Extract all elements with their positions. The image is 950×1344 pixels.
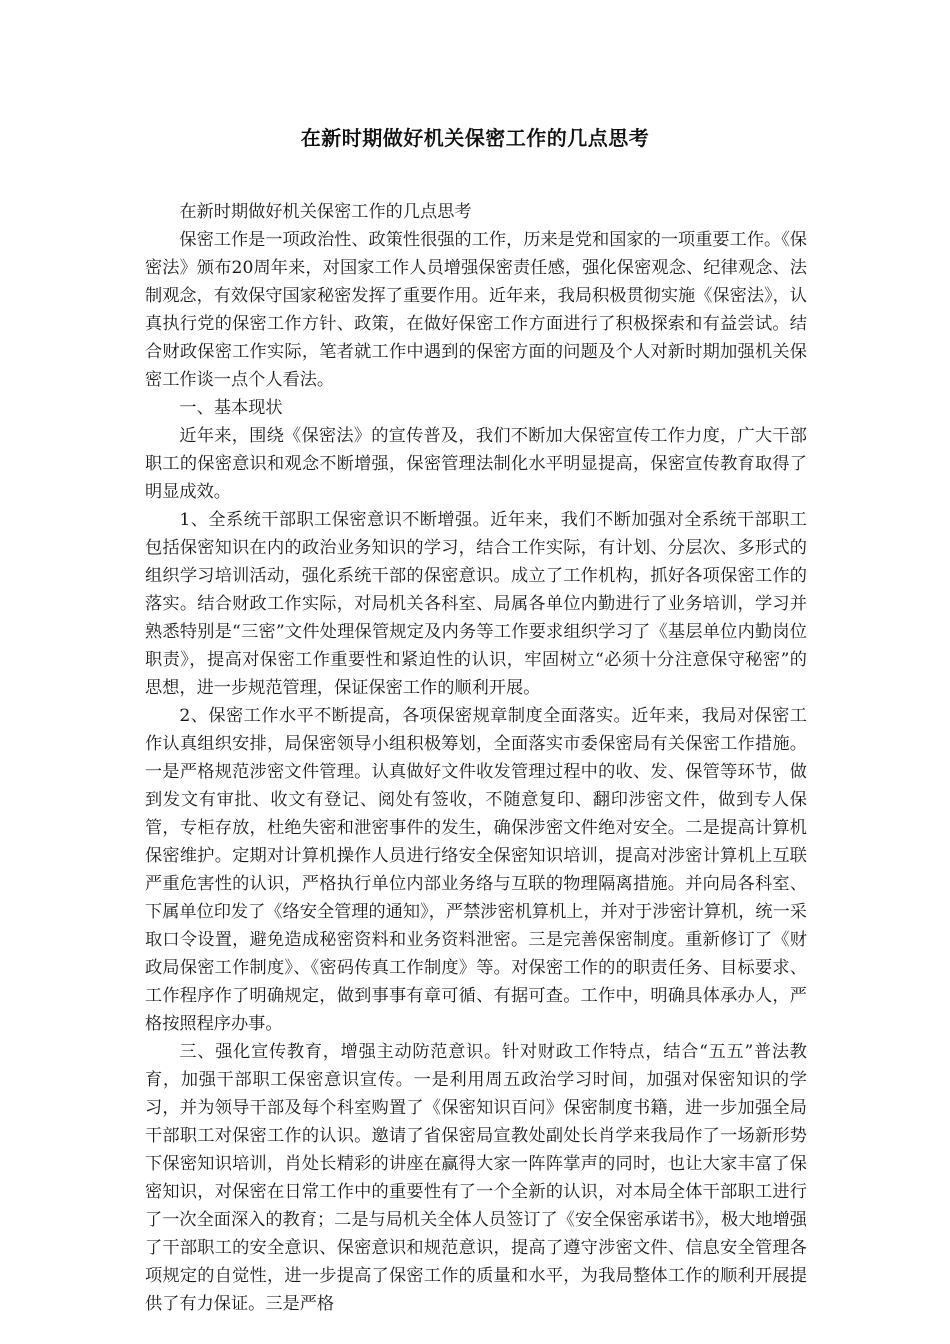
body-paragraph-intro: 保密工作是一项政治性、政策性很强的工作，历来是党和国家的一项重要工作。《保密法》颁布20周年来，对国家工作人员增强保密责任感，强化保密观念、纪律观念、法制观念，有效保守国家秘密发挥了重要作用。近年来，我局积极贯彻实施《保密法》，认真执行党的保密工作方针、政策，在做好保密工作方面进行了积极探索和有益尝试。结合财政保密工作实际，笔者就工作中遇到的保密方面的问题及个人对新时期加强机关保密工作谈一点个人看法。 (145, 230, 807, 390)
body-paragraph-point-2: 2、保密工作水平不断提高，各项保密规章制度全面落实。近年来，我局对保密工作认真组织安排，局保密领导小组积极筹划，全面落实市委保密局有关保密工作措施。一是严格规范涉密文件管理。认真做好文件收发管理过程中的收、发、保管等环节，做到发文有审批、收文有登记、阅处有签收，不随意复印、翻印涉密文件，做到专人保管，专柜存放，杜绝失密和泄密事件的发生，确保涉密文件绝对安全。二是提高计算机保密维护。定期对计算机操作人员进行络安全保密知识培训，提高对涉密计算机上互联严重危害性的认识，严格执行单位内部业务络与互联的物理隔离措施。并向局各科室、下属单位印发了《络安全管理的通知》，严禁涉密机算机上，并对于涉密计算机，统一采取口令设置，避免造成秘密资料和业务资料泄密。三是完善保密制度。重新修订了《财政局保密工作制度》、《密码传真工作制度》等。对保密工作的的职责任务、目标要求、工作程序作了明确规定，做到事事有章可循、有据可查。工作中，明确具体承办人，严格按照程序办事。 (145, 706, 807, 1034)
body-paragraph-heading-repeat: 在新时期做好机关保密工作的几点思考 (179, 202, 472, 222)
body-paragraph-point-3: 三、强化宣传教育，增强主动防范意识。针对财政工作特点，结合“五五”普法教育，加强干部职工保密意识宣传。一是利用周五政治学习时间，加强对保密知识的学习，并为领导干部及每个科室购置了《保密知识百问》保密制度书籍，进一步加强全局干部职工对保密工作的认识。邀请了省保密局宣教处副处长肖学来我局作了一场新形势下保密知识培训，肖处长精彩的讲座在赢得大家一阵阵掌声的同时，也让大家丰富了保密知识，对保密在日常工作中的重要性有了一个全新的认识，对本局全体干部职工进行了一次全面深入的教育；二是与局机关全体人员签订了《安全保密承诺书》，极大地增强了干部职工的安全意识、保密意识和规范意识，提高了遵守涉密文件、信息安全管理各项规定的自觉性，进一步提高了保密工作的质量和水平，为我局整体工作的顺利开展提供了有力保证。三是严格 (145, 1042, 807, 1314)
body-paragraph-point-1: 1、全系统干部职工保密意识不断增强。近年来，我们不断加强对全系统干部职工包括保密知识在内的政治业务知识的学习，结合工作实际，有计划、分层次、多形式的组织学习培训活动，强化系统干部的保密意识。成立了工作机构，抓好各项保密工作的落实。结合财政工作实际，对局机关各科室、局属各单位内勤进行了业务培训，学习并熟悉特别是“三密”文件处理保管规定及内务等工作要求组织学习了《基层单位内勤岗位职责》，提高对保密工作重要性和紧迫性的认识，牢固树立“必须十分注意保守秘密”的思想，进一步规范管理，保证保密工作的顺利开展。 (145, 510, 807, 698)
document-title: 在新时期做好机关保密工作的几点思考 (300, 126, 650, 150)
section-heading-basic-status: 一、基本现状 (179, 398, 283, 418)
document-body (145, 198, 807, 1318)
body-paragraph-overview: 近年来，围绕《保密法》的宣传普及，我们不断加大保密宣传工作力度，广大干部职工的保密意识和观念不断增强，保密管理法制化水平明显提高，保密宣传教育取得了明显成效。 (145, 426, 807, 502)
